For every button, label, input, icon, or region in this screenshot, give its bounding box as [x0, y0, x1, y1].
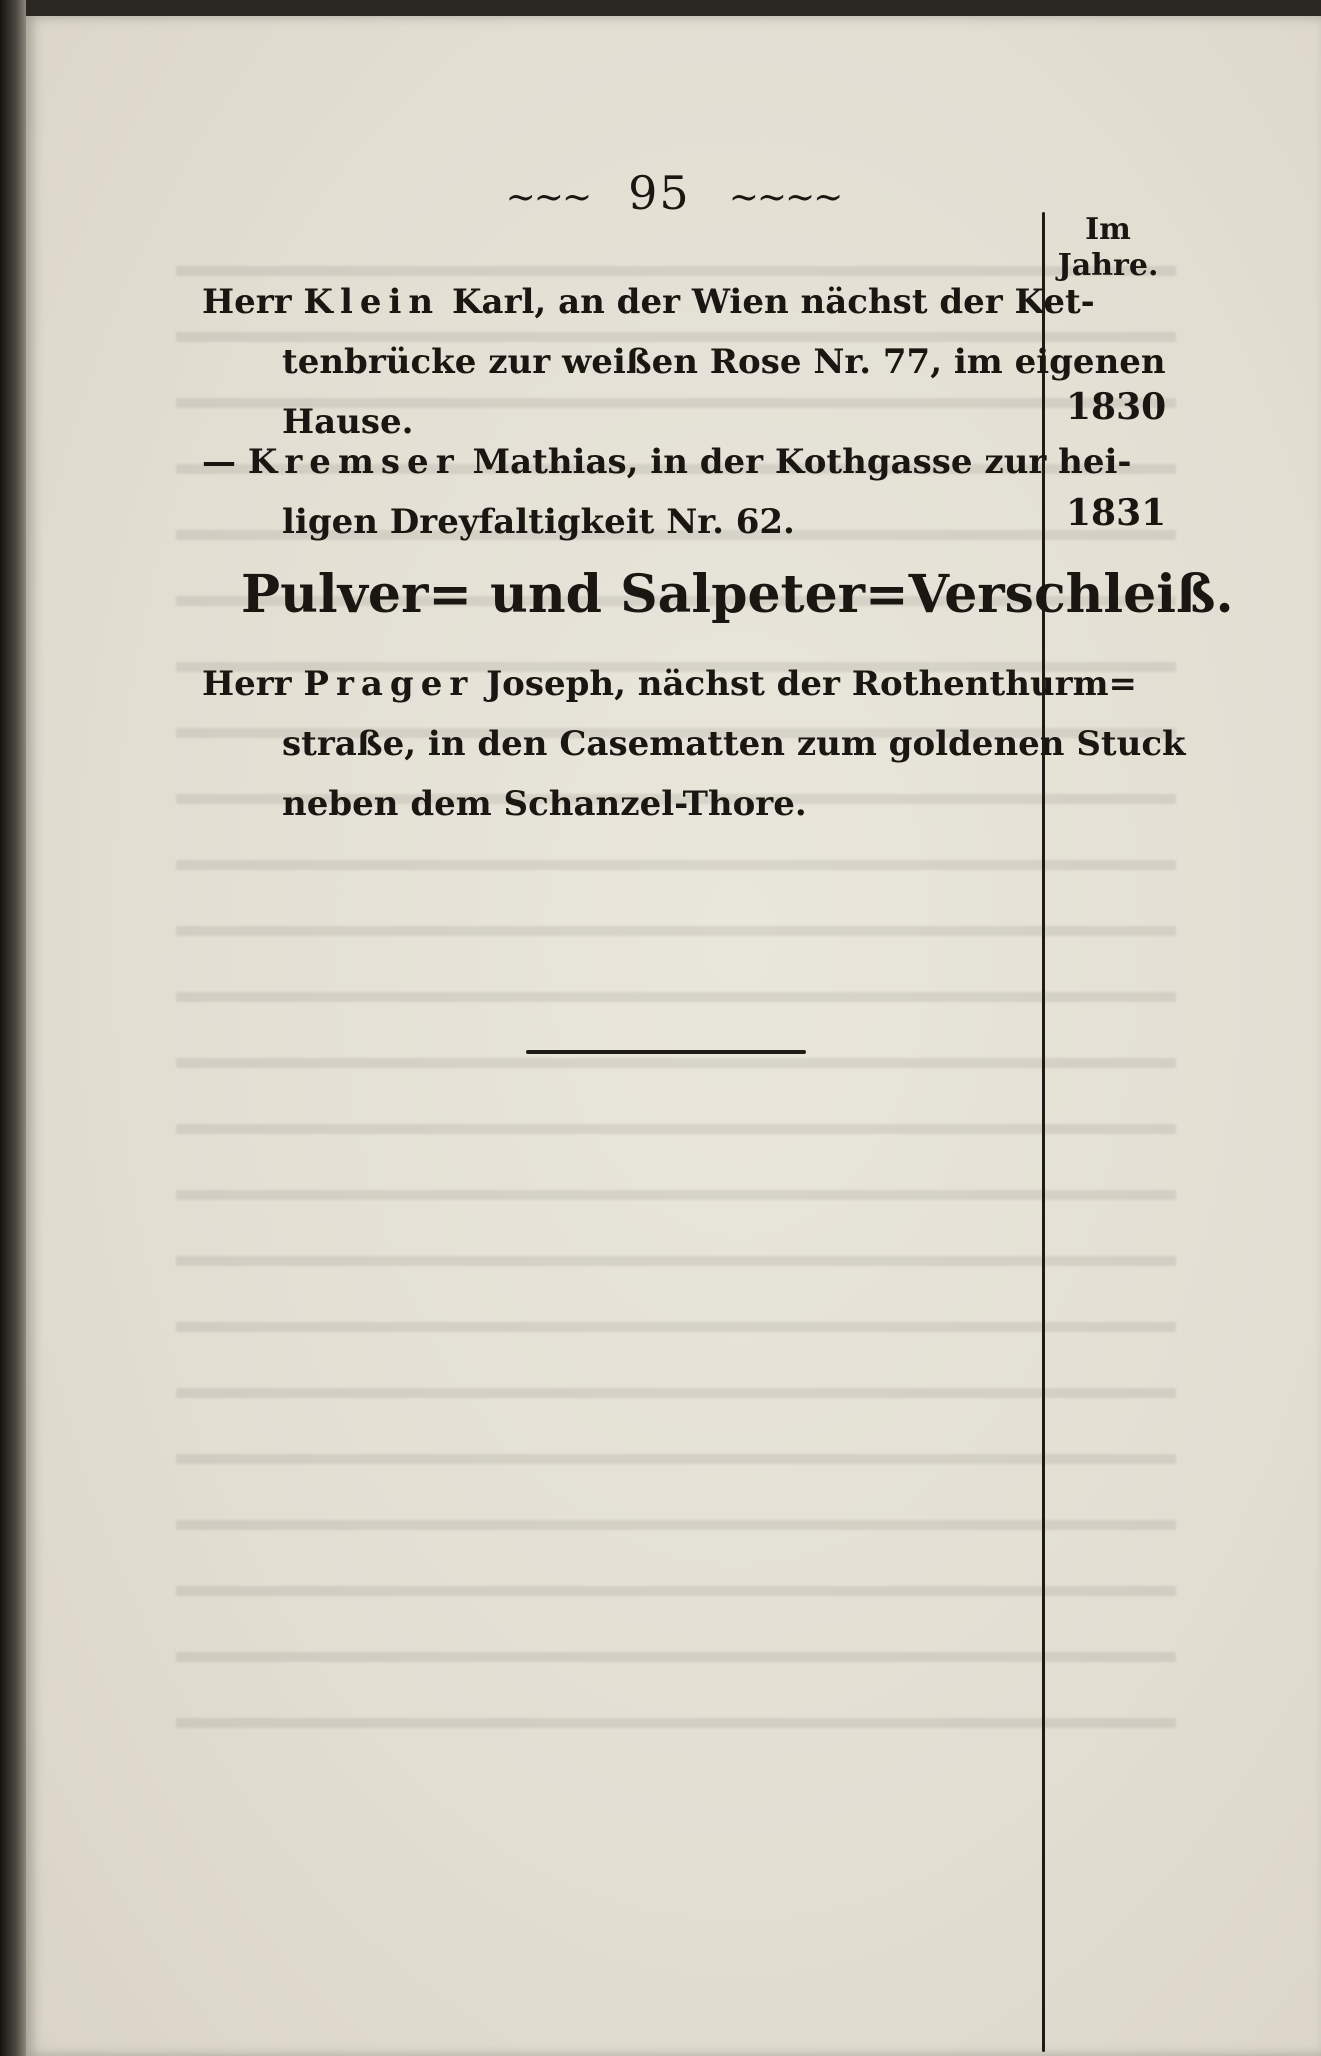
year-column-rule [1042, 212, 1045, 2052]
entry-year: 1831 [1066, 492, 1167, 534]
entry-text: Mathias, in der Kothgasse zur hei- [460, 442, 1132, 482]
entry-line: neben dem Schanzel-Thore. [282, 784, 807, 824]
entry-prefix: Herr [202, 664, 304, 704]
book-page [26, 16, 1321, 2056]
entry-surname: Prager [303, 664, 475, 704]
entry-prager [202, 654, 1186, 834]
entry-line: tenbrücke zur weißen Rose Nr. 77, im eigenen [282, 342, 1166, 382]
entry-text: Karl, an der Wien nächst der Ket- [440, 282, 1095, 322]
section-title: Pulver= und Salpeter=Verschleiß. [241, 564, 1234, 625]
book-spine-edge [0, 0, 26, 2056]
entry-line [202, 432, 1132, 492]
entry-prefix: — [202, 442, 248, 482]
entry-prefix: Herr [202, 282, 304, 322]
entry-line: ligen Dreyfaltigkeit Nr. 62. [282, 502, 795, 542]
entry-line: Hause. [282, 402, 414, 442]
entry-surname: Klein [303, 282, 441, 322]
entry-line [202, 654, 1138, 714]
page-number: 95 [628, 166, 691, 220]
closing-rule [526, 1050, 806, 1054]
header-ornament-left: ~~~ [505, 177, 591, 218]
year-header-line1: Im [1085, 212, 1131, 247]
year-column-header [1048, 212, 1168, 284]
year-header-line2: Jahre. [1057, 248, 1159, 283]
entry-surname: Kremser [247, 442, 461, 482]
entry-line [202, 272, 1095, 332]
header-ornament-right: ~~~~ [728, 177, 842, 218]
entry-year: 1830 [1066, 386, 1167, 428]
entry-text: Joseph, nächst der Rothenthurm= [474, 664, 1138, 704]
entry-line: straße, in den Casematten zum goldenen Stuck [282, 724, 1186, 764]
